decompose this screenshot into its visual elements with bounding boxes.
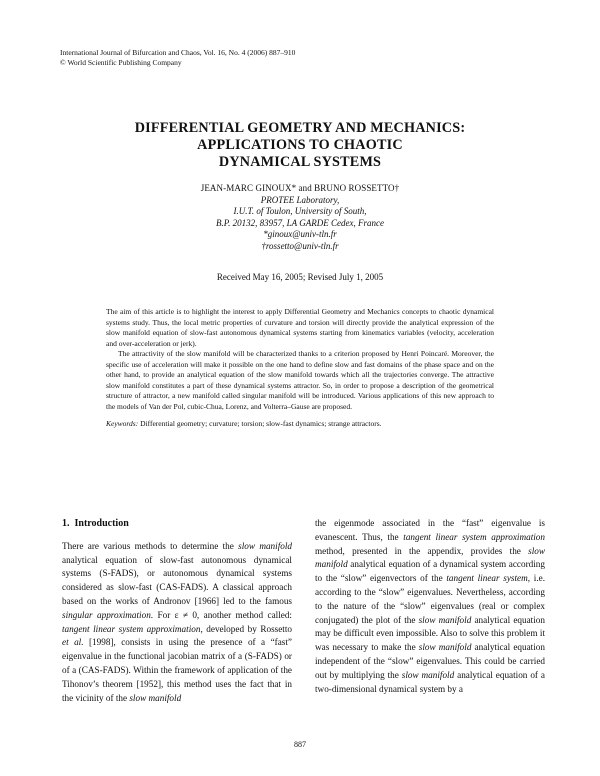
text-run: analytical equation of a two-dimensional dynamical system by a xyxy=(315,669,545,694)
keywords xyxy=(106,419,494,430)
affiliation-lab: PROTEE Laboratory, xyxy=(260,194,340,205)
section-heading xyxy=(62,517,292,531)
journal-citation: International Journal of Bifurcation and Chaos, Vol. 16, No. 4 (2006) 887–910 xyxy=(60,48,296,57)
section-title: Introduction xyxy=(74,518,129,529)
abstract-paragraph-2: The attractivity of the slow manifold will be characterized thanks to a criterion proposed by Henri Poincaré. Moreover, the specific use of acceleration will make it possible on the one hand to define slow and fast domains of the phase space and on the other hand, to provide an analytical equation of the slow manifold towards which all the trajectories converge. The attractive slow manifold constitutes a part of these dynamical systems attractor. So, in order to propose a description of the geometrical structure of attractor, a new manifold called singular manifold will be introduced. Various applications of this new approach to the models of Van der Pol, cubic-Chua, Lorenz, and Volterra–Gause are proposed. xyxy=(106,349,494,411)
emphasis: slow manifold xyxy=(418,642,472,653)
emphasis: slow manifold xyxy=(401,669,455,680)
emphasis: slow manifold xyxy=(129,692,182,703)
title-line-3: DYNAMICAL SYSTEMS xyxy=(218,154,382,170)
emphasis: slow manifold xyxy=(315,545,545,570)
text-run: analytical equation of a dynamical system according to the “slow” eigenvectors of the xyxy=(315,559,545,584)
emphasis: slow manifold xyxy=(238,540,292,551)
author-block xyxy=(60,183,540,252)
text-run: [1998], consists in using the presence of a “fast” eigenvalue in the functional jacobian matrix of a (S-FADS) or of a (CAS-FADS). Within the framework of application of the Tihonov’s theorem [1952], this method uses the fact that in the vicinity of the xyxy=(62,637,292,703)
text-run: There are various methods to determine the xyxy=(62,540,239,551)
author-names: JEAN-MARC GINOUX* and BRUNO ROSSETTO† xyxy=(200,183,400,193)
emphasis: singular approximation xyxy=(62,609,151,620)
text-run: , developed by Rossetto xyxy=(200,623,292,634)
text-run: the eigenmode associated in the “fast” eigenvalue is evanescent. Thus, the xyxy=(315,518,545,542)
text-run: , i.e. according to the “slow” eigenvalues. Nevertheless, according to the nature of the “slow” eigenvalues (real or complex conjugated) the plot of the xyxy=(315,573,546,625)
intro-paragraph-right xyxy=(315,517,545,696)
text-run: analytical equation may be difficult even impossible. Also to solve this problem it was necessary to make the xyxy=(315,614,545,653)
keywords-list: Differential geometry; curvature; torsion; slow-fast dynamics; strange attractors. xyxy=(140,419,382,429)
intro-paragraph-left xyxy=(62,540,292,706)
affiliation-address: B.P. 20132, 83957, LA GARDE Cedex, France xyxy=(216,217,384,228)
emphasis: tangent linear system approximation xyxy=(403,531,545,542)
section-number: 1. xyxy=(62,518,70,529)
author-email-1[interactable]: *ginoux@univ-tln.fr xyxy=(263,229,337,239)
abstract xyxy=(106,307,494,430)
emphasis: tangent linear system xyxy=(446,573,528,584)
page-number: 887 xyxy=(294,740,306,749)
text-run: method, presented in the appendix, provides the xyxy=(315,545,529,556)
keywords-label: Keywords: xyxy=(106,419,139,429)
left-column xyxy=(62,517,292,705)
text-run: . For ε ≠ 0, another method called: xyxy=(150,609,292,620)
article-title xyxy=(60,120,540,171)
text-run: analytical equation independent of the “slow” eigenvalues. This could be carried out by multiplying the xyxy=(315,642,545,680)
author-email-2[interactable]: †rossetto@univ-tln.fr xyxy=(261,240,339,251)
right-column xyxy=(315,517,545,696)
emphasis: tangent linear system approximation xyxy=(62,623,201,634)
journal-header xyxy=(60,48,295,68)
text-run: analytical equation of slow-fast autonomous dynamical systems (S-FADS), or autonomous dynamical systems considered as slow-fast (CAS-FADS). A classical approach based on the works of Andronov [1966] led to the famous xyxy=(62,554,292,606)
emphasis: et al. xyxy=(62,637,84,648)
affiliation-university: I.U.T. of Toulon, University of South, xyxy=(233,206,367,216)
abstract-paragraph-1: The aim of this article is to highlight the interest to apply Differential Geometry and Mechanics concepts to chaotic dynamical systems study. Thus, the local metric properties of curvature and torsion will directly provide the analytical expression of the slow manifold equation of slow-fast autonomous dynamical systems starting from kinematics variables (velocity, acceleration and over-acceleration or jerk). xyxy=(106,307,494,348)
title-line-1: DIFFERENTIAL GEOMETRY AND MECHANICS: xyxy=(134,120,466,136)
received-dates: Received May 16, 2005; Revised July 1, 2005 xyxy=(216,272,384,282)
emphasis: slow manifold xyxy=(418,614,472,625)
journal-copyright: © World Scientific Publishing Company xyxy=(60,58,182,67)
title-line-2: APPLICATIONS TO CHAOTIC xyxy=(197,137,403,153)
